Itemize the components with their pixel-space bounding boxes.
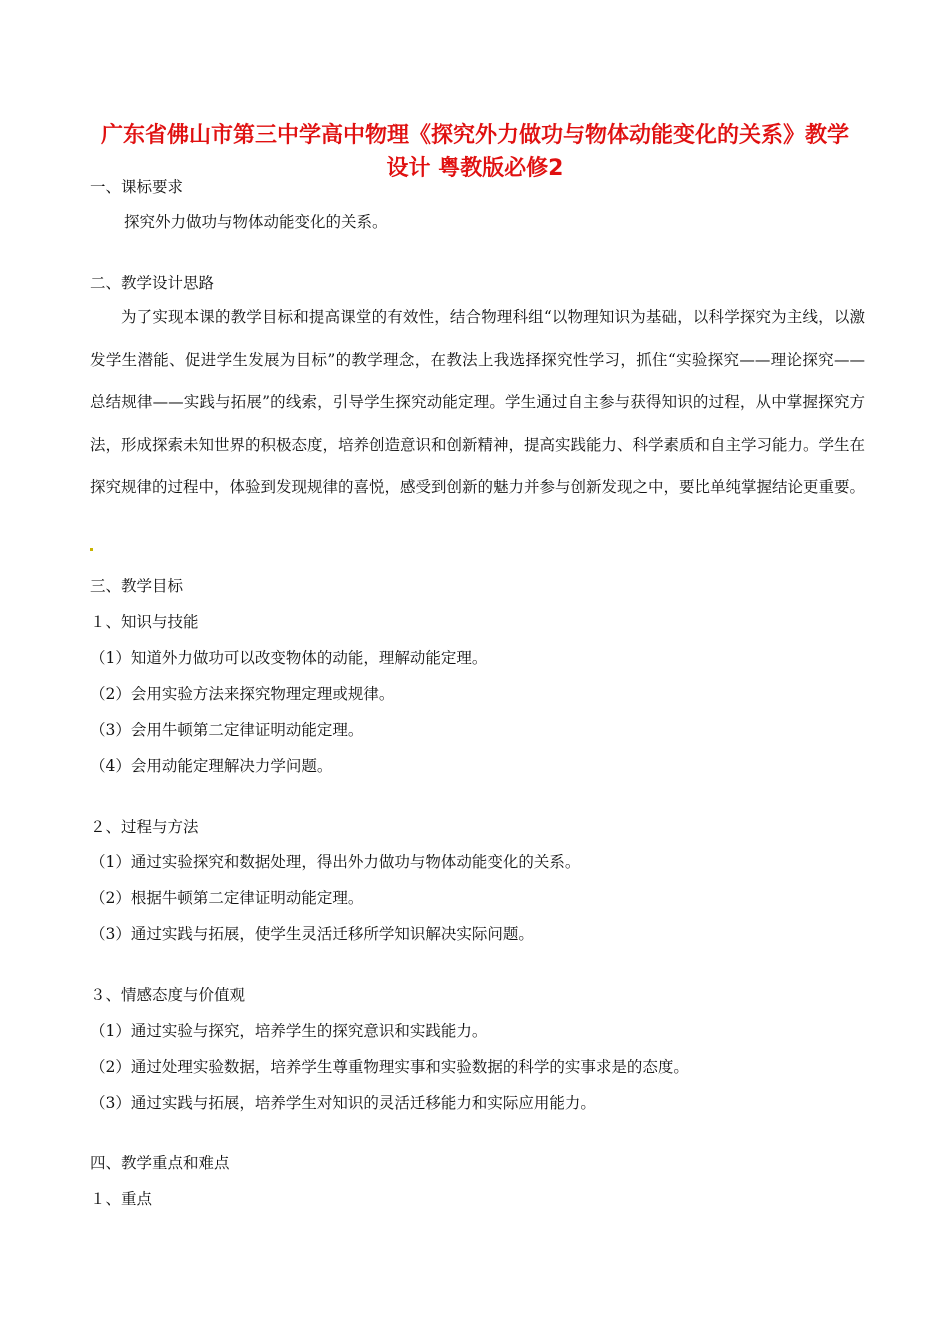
section-heading-objectives: 三、教学目标 <box>90 577 184 595</box>
stray-mark <box>90 548 93 551</box>
objectives-sub-knowledge: １、知识与技能 <box>90 613 199 631</box>
objective-item: （4）会用动能定理解决力学问题。 <box>90 757 333 775</box>
section-heading-standards: 一、课标要求 <box>90 178 184 196</box>
section-heading-design: 二、教学设计思路 <box>90 274 215 292</box>
objective-item: （2）通过处理实验数据，培养学生尊重物理实事和实验数据的科学的实事求是的态度。 <box>90 1058 689 1076</box>
objective-item: （3）会用牛顿第二定律证明动能定理。 <box>90 721 364 739</box>
key-points-sub-focus: １、重点 <box>90 1190 153 1208</box>
objective-item: （2）根据牛顿第二定律证明动能定理。 <box>90 889 364 907</box>
section-heading-key-points: 四、教学重点和难点 <box>90 1154 230 1172</box>
objective-item: （1）知道外力做功可以改变物体的动能，理解动能定理。 <box>90 649 488 667</box>
objective-item: （1）通过实验与探究，培养学生的探究意识和实践能力。 <box>90 1022 488 1040</box>
document-title-line-2: 设计 粤教版必修2 <box>386 156 564 181</box>
objective-item: （2）会用实验方法来探究物理定理或规律。 <box>90 685 395 703</box>
document-title-line-1: 广东省佛山市第三中学高中物理《探究外力做功与物体动能变化的关系》教学 <box>100 123 849 148</box>
objectives-sub-process: ２、过程与方法 <box>90 818 199 836</box>
objective-item: （3）通过实践与拓展，培养学生对知识的灵活迁移能力和实际应用能力。 <box>90 1094 596 1112</box>
objective-item: （1）通过实验探究和数据处理，得出外力做功与物体动能变化的关系。 <box>90 853 581 871</box>
objectives-sub-attitude: ３、情感态度与价值观 <box>90 986 246 1004</box>
objective-item: （3）通过实践与拓展，使学生灵活迁移所学知识解决实际问题。 <box>90 925 534 943</box>
standards-body: 探究外力做功与物体动能变化的关系。 <box>124 213 388 231</box>
design-paragraph: 为了实现本课的教学目标和提高课堂的有效性，结合物理科组“以物理知识为基础，以科学探究为主线，以激发学生潜能、促进学生发展为目标”的教学理念，在教法上我选择探究性学习，抓住“实验探究——理论探究——总结规律——实践与拓展”的线索，引导学生探究动能定理。学生通过自主参与获得知识的过程，从中掌握探究方法，形成探索未知世界的积极态度，培养创造意识和创新精神，提高实践能力、科学素质和自主学习能力。学生在探究规律的过程中，体验到发现规律的喜悦，感受到创新的魅力并参与创新发现之中，要比单纯掌握结论更重要。 <box>90 308 866 496</box>
